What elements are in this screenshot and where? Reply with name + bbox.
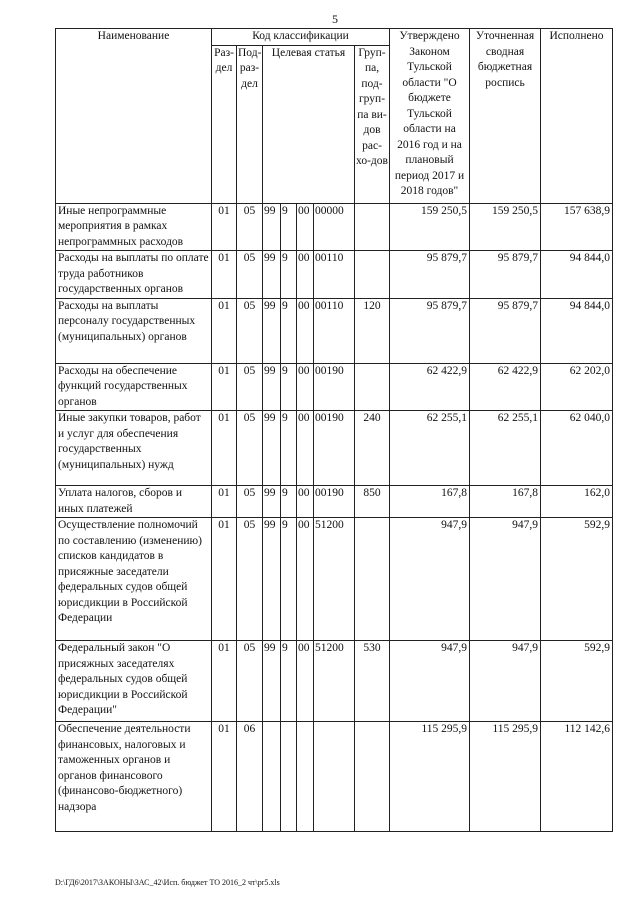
table-row [56, 363, 613, 411]
cell-name: Обеспечение деятельности финансовых, налоговых и таможенных органов и органов финансового (финансово-бюджетного) надзора [56, 722, 212, 832]
cell-sec: 01 [212, 722, 237, 832]
header-refined: Уточненная сводная бюджетная роспись [470, 29, 541, 204]
cell-a1: 99 [263, 251, 281, 299]
cell-a4 [314, 722, 355, 832]
cell-a1: 99 [263, 203, 281, 251]
cell-grp [355, 363, 390, 411]
cell-a2: 9 [281, 203, 297, 251]
cell-sec: 01 [212, 298, 237, 363]
cell-name: Расходы на обеспечение функций государственных органов [56, 363, 212, 411]
cell-a1: 99 [263, 641, 281, 722]
cell-a3: 00 [297, 486, 314, 518]
cell-sec: 01 [212, 411, 237, 486]
cell-a3: 00 [297, 251, 314, 299]
cell-approved: 95 879,7 [390, 298, 470, 363]
cell-executed: 592,9 [541, 518, 613, 641]
cell-grp: 240 [355, 411, 390, 486]
cell-grp: 530 [355, 641, 390, 722]
cell-approved: 62 422,9 [390, 363, 470, 411]
cell-sub: 05 [237, 203, 263, 251]
cell-executed: 62 202,0 [541, 363, 613, 411]
cell-approved: 115 295,9 [390, 722, 470, 832]
header-section: Раз-дел [212, 45, 237, 203]
cell-executed: 112 142,6 [541, 722, 613, 832]
budget-table [55, 28, 613, 832]
cell-approved: 167,8 [390, 486, 470, 518]
cell-refined: 95 879,7 [470, 298, 541, 363]
cell-a2: 9 [281, 518, 297, 641]
cell-refined: 947,9 [470, 518, 541, 641]
cell-a2: 9 [281, 641, 297, 722]
cell-sub: 06 [237, 722, 263, 832]
header-code: Код классификации [212, 29, 390, 46]
cell-a2: 9 [281, 486, 297, 518]
cell-sub: 05 [237, 518, 263, 641]
cell-a1 [263, 722, 281, 832]
cell-a3: 00 [297, 203, 314, 251]
cell-sec: 01 [212, 363, 237, 411]
table-row [56, 641, 613, 722]
cell-sub: 05 [237, 641, 263, 722]
cell-sec: 01 [212, 518, 237, 641]
cell-sec: 01 [212, 641, 237, 722]
cell-name: Расходы на выплаты по оплате труда работников государственных органов [56, 251, 212, 299]
cell-sub: 05 [237, 251, 263, 299]
cell-a4: 00190 [314, 486, 355, 518]
cell-a4: 00000 [314, 203, 355, 251]
file-path-footer: D:\ГД6\2017\ЗАКОНЫ\ЗАС_42\Исп. бюджет ТО 2016_2 чт\pr5.xls [55, 878, 280, 887]
header-executed: Исполнено [541, 29, 613, 204]
cell-approved: 947,9 [390, 518, 470, 641]
cell-approved: 95 879,7 [390, 251, 470, 299]
cell-sub: 05 [237, 298, 263, 363]
cell-a3: 00 [297, 518, 314, 641]
cell-refined: 115 295,9 [470, 722, 541, 832]
cell-grp [355, 722, 390, 832]
table-row [56, 722, 613, 832]
header-target-article: Целевая статья [263, 45, 355, 203]
cell-grp [355, 203, 390, 251]
cell-a4: 00110 [314, 251, 355, 299]
cell-a2: 9 [281, 298, 297, 363]
header-approved: Утверждено Законом Тульской области "О бюджете Тульской области на 2016 год и на плановый период 2017 и 2018 годов" [390, 29, 470, 204]
cell-refined: 159 250,5 [470, 203, 541, 251]
cell-a4: 00190 [314, 363, 355, 411]
header-name: Наименование [56, 29, 212, 204]
cell-a3: 00 [297, 641, 314, 722]
table-row [56, 411, 613, 486]
table-row [56, 486, 613, 518]
cell-a1: 99 [263, 411, 281, 486]
cell-refined: 62 255,1 [470, 411, 541, 486]
cell-sub: 05 [237, 411, 263, 486]
cell-executed: 157 638,9 [541, 203, 613, 251]
cell-a4: 00110 [314, 298, 355, 363]
cell-sec: 01 [212, 486, 237, 518]
cell-approved: 947,9 [390, 641, 470, 722]
cell-grp: 120 [355, 298, 390, 363]
cell-refined: 947,9 [470, 641, 541, 722]
table-row [56, 518, 613, 641]
cell-name: Уплата налогов, сборов и иных платежей [56, 486, 212, 518]
cell-a3: 00 [297, 411, 314, 486]
table-row [56, 298, 613, 363]
cell-approved: 62 255,1 [390, 411, 470, 486]
cell-refined: 95 879,7 [470, 251, 541, 299]
cell-a2: 9 [281, 363, 297, 411]
page-number: 5 [332, 12, 338, 26]
cell-refined: 167,8 [470, 486, 541, 518]
cell-name: Расходы на выплаты персоналу государственных (муниципальных) органов [56, 298, 212, 363]
cell-a1: 99 [263, 486, 281, 518]
cell-sec: 01 [212, 251, 237, 299]
table-row [56, 203, 613, 251]
cell-sec: 01 [212, 203, 237, 251]
header-subsection: Под-раз-дел [237, 45, 263, 203]
cell-grp [355, 518, 390, 641]
cell-grp: 850 [355, 486, 390, 518]
cell-a4: 51200 [314, 518, 355, 641]
cell-a1: 99 [263, 363, 281, 411]
cell-name: Осуществление полномочий по составлению (изменению) списков кандидатов в присяжные заседатели федеральных судов общей юрисдикции в Российской Федерации [56, 518, 212, 641]
cell-executed: 94 844,0 [541, 298, 613, 363]
cell-a2 [281, 722, 297, 832]
cell-sub: 05 [237, 486, 263, 518]
cell-a2: 9 [281, 411, 297, 486]
cell-a3 [297, 722, 314, 832]
cell-a3: 00 [297, 363, 314, 411]
cell-a4: 51200 [314, 641, 355, 722]
cell-a1: 99 [263, 298, 281, 363]
table-row [56, 251, 613, 299]
cell-name: Иные закупки товаров, работ и услуг для обеспечения государственных (муниципальных) нужд [56, 411, 212, 486]
cell-a3: 00 [297, 298, 314, 363]
cell-a1: 99 [263, 518, 281, 641]
cell-executed: 94 844,0 [541, 251, 613, 299]
cell-approved: 159 250,5 [390, 203, 470, 251]
cell-executed: 592,9 [541, 641, 613, 722]
header-group: Груп-па, под-груп-па ви-дов рас-хо-дов [355, 45, 390, 203]
cell-a4: 00190 [314, 411, 355, 486]
cell-refined: 62 422,9 [470, 363, 541, 411]
cell-sub: 05 [237, 363, 263, 411]
cell-a2: 9 [281, 251, 297, 299]
cell-grp [355, 251, 390, 299]
cell-executed: 162,0 [541, 486, 613, 518]
cell-name: Федеральный закон "О присяжных заседателях федеральных судов общей юрисдикции в Российской Федерации" [56, 641, 212, 722]
cell-name: Иные непрограммные мероприятия в рамках непрограммных расходов [56, 203, 212, 251]
cell-executed: 62 040,0 [541, 411, 613, 486]
